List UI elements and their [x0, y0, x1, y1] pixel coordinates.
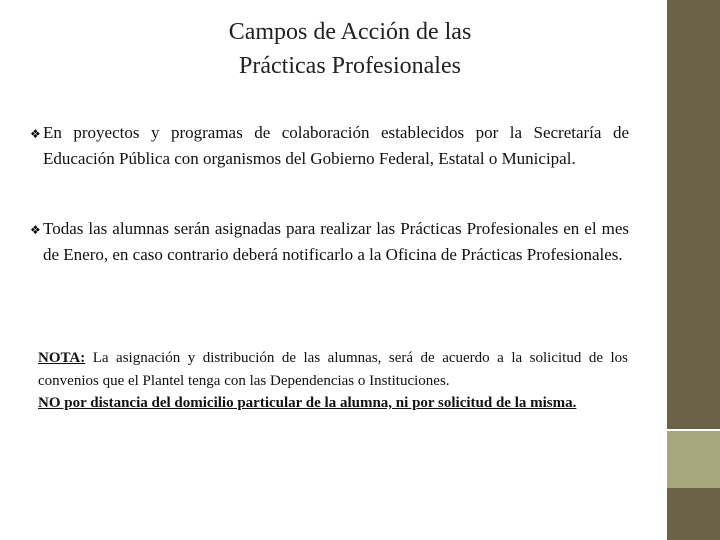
slide-title	[150, 15, 550, 83]
note-box	[38, 347, 628, 415]
bullet-item-2	[30, 217, 629, 267]
bullet-text-1: En proyectos y programas de colaboración establecidos por la Secretaría de Educación Pública con organismos del Gobierno Federal, Estatal o Municipal.	[43, 123, 629, 168]
slide-title-line-2: Prácticas Profesionales	[239, 53, 461, 79]
bullet-text-2: Todas las alumnas serán asignadas para realizar las Prácticas Profesionales en el mes de Enero, en caso contrario deberá notificarlo a la Oficina de Prácticas Profesionales.	[43, 219, 629, 264]
bullet-item-1	[30, 121, 629, 171]
sidebar-panel	[667, 0, 720, 540]
slide-title-line-1: Campos de Acción de las	[228, 19, 472, 45]
note-label: NOTA:	[38, 350, 86, 366]
diamond-bullet-icon: ❖	[30, 127, 41, 141]
sidebar-accent-block	[667, 431, 720, 488]
note-text: La asignación y distribución de las alumnas, será de acuerdo a la solicitud de los convenios que el Plantel tenga con las Dependencias o Instituciones.	[38, 350, 628, 389]
diamond-bullet-icon: ❖	[30, 223, 41, 237]
note-emphasis: NO por distancia del domicilio particular de la alumna, ni por solicitud de la misma.	[38, 395, 577, 411]
